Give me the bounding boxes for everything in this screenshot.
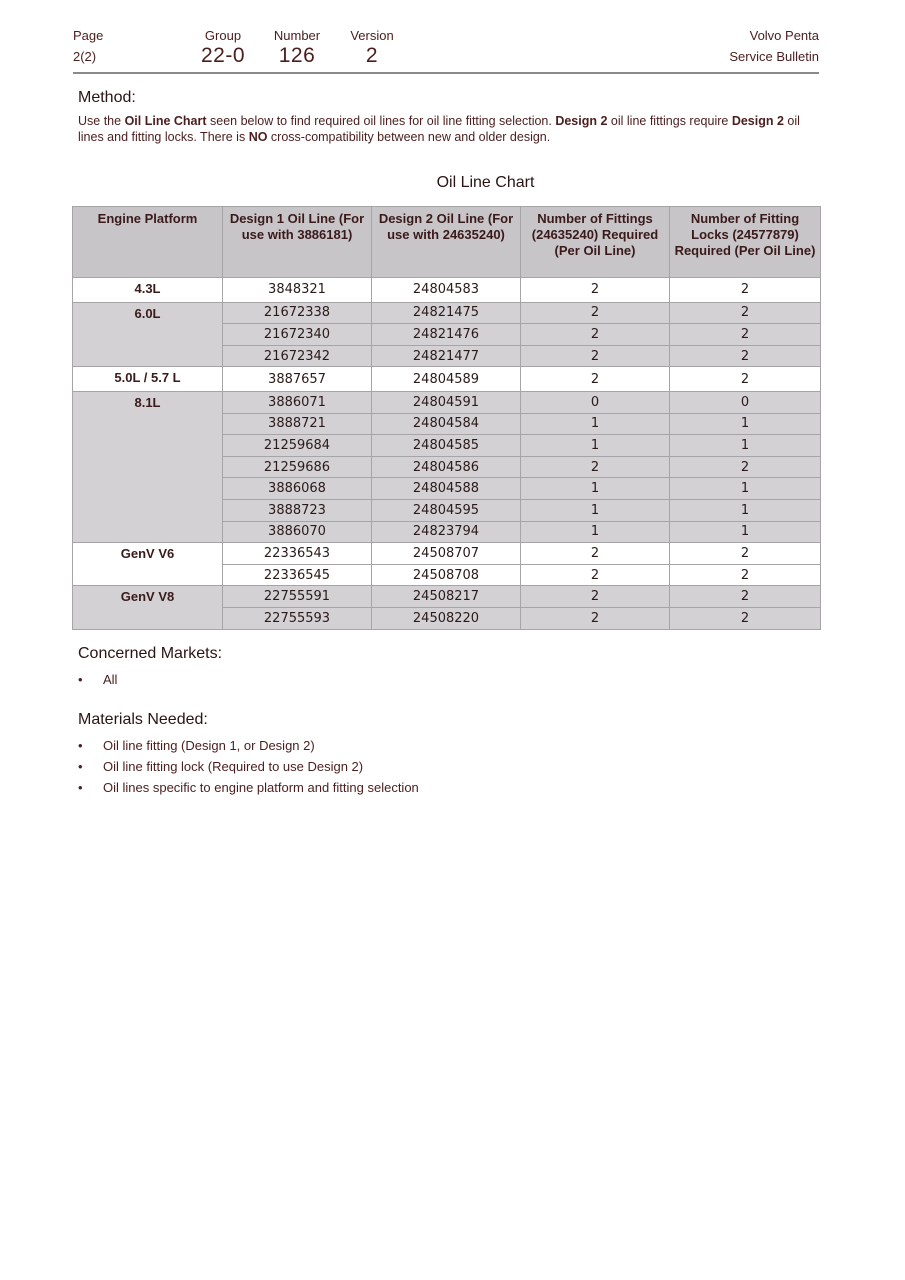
design1-oil-line-cell: 22755593: [223, 607, 372, 629]
fittings-count-cell: 1: [521, 413, 670, 435]
design2-oil-line-cell: 24508217: [372, 586, 521, 608]
oil-line-table: [72, 206, 821, 630]
table-row: [73, 278, 821, 303]
page-label: Page: [73, 28, 104, 43]
fittings-count-cell: 2: [521, 607, 670, 629]
document-header: [73, 28, 819, 74]
method-text: cross-compatibility between new and older design.: [267, 130, 551, 144]
design1-oil-line-cell: 21259684: [223, 435, 372, 457]
header-number-of-locks: Number of Fitting Locks (24577879) Required (Per Oil Line): [670, 207, 821, 278]
markets-title: Concerned Markets:: [78, 645, 223, 662]
design1-oil-line-cell: 22336543: [223, 543, 372, 565]
version-label: Version: [350, 28, 394, 43]
design2-oil-line-cell: 24804584: [372, 413, 521, 435]
fitting-locks-count-cell: 2: [670, 543, 821, 565]
design2-oil-line-cell: 24823794: [372, 521, 521, 543]
list-item: [78, 669, 818, 690]
engine-platform-cell: GenV V8: [73, 586, 223, 629]
materials-title: Materials Needed:: [78, 711, 208, 728]
page-field: [73, 28, 103, 64]
fitting-locks-count-cell: 1: [670, 478, 821, 500]
fitting-locks-count-cell: 2: [670, 607, 821, 629]
list-item-text: All: [103, 672, 118, 687]
chart-title: Oil Line Chart: [436, 174, 535, 191]
company-name: Volvo Penta: [749, 28, 819, 43]
header-design1-oil-line: Design 1 Oil Line (For use with 3886181): [223, 207, 372, 278]
design2-oil-line-cell: 24508220: [372, 607, 521, 629]
table-row: [73, 391, 821, 413]
page-value: 2(2): [73, 49, 97, 64]
fittings-count-cell: 0: [521, 391, 670, 413]
table-body: [73, 278, 821, 630]
method-text: oil lines and fitting locks. There is: [78, 114, 800, 144]
bullet-icon: •: [78, 780, 83, 795]
design2-oil-line-cell: 24804595: [372, 499, 521, 521]
header-design2-oil-line: Design 2 Oil Line (For use with 24635240): [372, 207, 521, 278]
number-value: 126: [278, 44, 316, 67]
materials-section: [78, 711, 818, 798]
fittings-count-cell: 1: [521, 478, 670, 500]
fittings-count-cell: 2: [521, 278, 670, 303]
fitting-locks-count-cell: 1: [670, 435, 821, 457]
list-item-text: Oil line fitting (Design 1, or Design 2): [103, 738, 315, 753]
method-title: Method:: [78, 89, 136, 106]
method-text: seen below to find required oil lines for oil line fitting selection.: [206, 114, 556, 128]
fitting-locks-count-cell: 1: [670, 521, 821, 543]
design1-oil-line-cell: 21672338: [223, 302, 372, 324]
fittings-count-cell: 2: [521, 302, 670, 324]
fittings-count-cell: 2: [521, 367, 670, 392]
method-bold-text: Design 2: [731, 114, 784, 128]
design2-oil-line-cell: 24804589: [372, 367, 521, 392]
bullet-icon: •: [78, 672, 83, 687]
method-bold-text: NO: [248, 130, 268, 144]
design1-oil-line-cell: 21672342: [223, 345, 372, 367]
fitting-locks-count-cell: 1: [670, 499, 821, 521]
number-field: [269, 28, 325, 68]
design2-oil-line-cell: 24804591: [372, 391, 521, 413]
version-value: 2: [365, 44, 379, 67]
fittings-count-cell: 1: [521, 499, 670, 521]
markets-list: [78, 669, 818, 690]
method-section: [78, 89, 818, 145]
design1-oil-line-cell: 22336545: [223, 564, 372, 586]
document-type: Service Bulletin: [729, 49, 819, 64]
number-label: Number: [273, 28, 321, 43]
fitting-locks-count-cell: 2: [670, 456, 821, 478]
fittings-count-cell: 2: [521, 345, 670, 367]
list-item: [78, 735, 818, 756]
table-header-row: [73, 207, 821, 278]
engine-platform-cell: 8.1L: [73, 391, 223, 542]
list-item-text: Oil line fitting lock (Required to use Design 2): [103, 759, 364, 774]
design2-oil-line-cell: 24821477: [372, 345, 521, 367]
header-number-of-fittings: Number of Fittings (24635240) Required (Per Oil Line): [521, 207, 670, 278]
fitting-locks-count-cell: 2: [670, 345, 821, 367]
design1-oil-line-cell: 3888723: [223, 499, 372, 521]
fitting-locks-count-cell: 2: [670, 586, 821, 608]
fitting-locks-count-cell: 0: [670, 391, 821, 413]
engine-platform-cell: 5.0L / 5.7 L: [73, 367, 223, 392]
engine-platform-cell: GenV V6: [73, 543, 223, 586]
design2-oil-line-cell: 24508708: [372, 564, 521, 586]
version-field: [345, 28, 399, 68]
table-row: [73, 367, 821, 392]
table-row: [73, 586, 821, 608]
design1-oil-line-cell: 3886070: [223, 521, 372, 543]
design2-oil-line-cell: 24804588: [372, 478, 521, 500]
design1-oil-line-cell: 21672340: [223, 324, 372, 346]
fitting-locks-count-cell: 2: [670, 367, 821, 392]
fitting-locks-count-cell: 2: [670, 564, 821, 586]
markets-section: [78, 645, 818, 690]
design2-oil-line-cell: 24804583: [372, 278, 521, 303]
fittings-count-cell: 1: [521, 521, 670, 543]
design1-oil-line-cell: 3848321: [223, 278, 372, 303]
method-text: Use the: [78, 114, 125, 128]
list-item: [78, 777, 818, 798]
materials-list: [78, 735, 818, 798]
engine-platform-cell: 4.3L: [73, 278, 223, 303]
table-row: [73, 543, 821, 565]
engine-platform-cell: 6.0L: [73, 302, 223, 367]
header-engine-platform: Engine Platform: [73, 207, 223, 278]
design1-oil-line-cell: 3887657: [223, 367, 372, 392]
list-item-text: Oil lines specific to engine platform and fitting selection: [103, 780, 419, 795]
design2-oil-line-cell: 24821476: [372, 324, 521, 346]
fittings-count-cell: 2: [521, 456, 670, 478]
design2-oil-line-cell: 24821475: [372, 302, 521, 324]
design2-oil-line-cell: 24804586: [372, 456, 521, 478]
design2-oil-line-cell: 24508707: [372, 543, 521, 565]
design1-oil-line-cell: 22755591: [223, 586, 372, 608]
design1-oil-line-cell: 21259686: [223, 456, 372, 478]
group-value: 22-0: [200, 44, 246, 67]
fitting-locks-count-cell: 2: [670, 302, 821, 324]
bullet-icon: •: [78, 738, 83, 753]
method-bold-text: Oil Line Chart: [124, 114, 207, 128]
design1-oil-line-cell: 3886068: [223, 478, 372, 500]
fittings-count-cell: 1: [521, 435, 670, 457]
company-block: [729, 28, 819, 64]
fittings-count-cell: 2: [521, 586, 670, 608]
design1-oil-line-cell: 3888721: [223, 413, 372, 435]
method-paragraph: [78, 113, 818, 145]
group-field: [195, 28, 251, 68]
method-bold-text: Design 2: [555, 114, 608, 128]
bullet-icon: •: [78, 759, 83, 774]
fitting-locks-count-cell: 2: [670, 324, 821, 346]
fittings-count-cell: 2: [521, 324, 670, 346]
fittings-count-cell: 2: [521, 564, 670, 586]
fitting-locks-count-cell: 1: [670, 413, 821, 435]
design2-oil-line-cell: 24804585: [372, 435, 521, 457]
group-label: Group: [204, 28, 242, 43]
list-item: [78, 756, 818, 777]
fitting-locks-count-cell: 2: [670, 278, 821, 303]
design1-oil-line-cell: 3886071: [223, 391, 372, 413]
table-row: [73, 302, 821, 324]
method-text: oil line fittings require: [607, 114, 732, 128]
chart-title-wrap: [0, 174, 905, 192]
fittings-count-cell: 2: [521, 543, 670, 565]
